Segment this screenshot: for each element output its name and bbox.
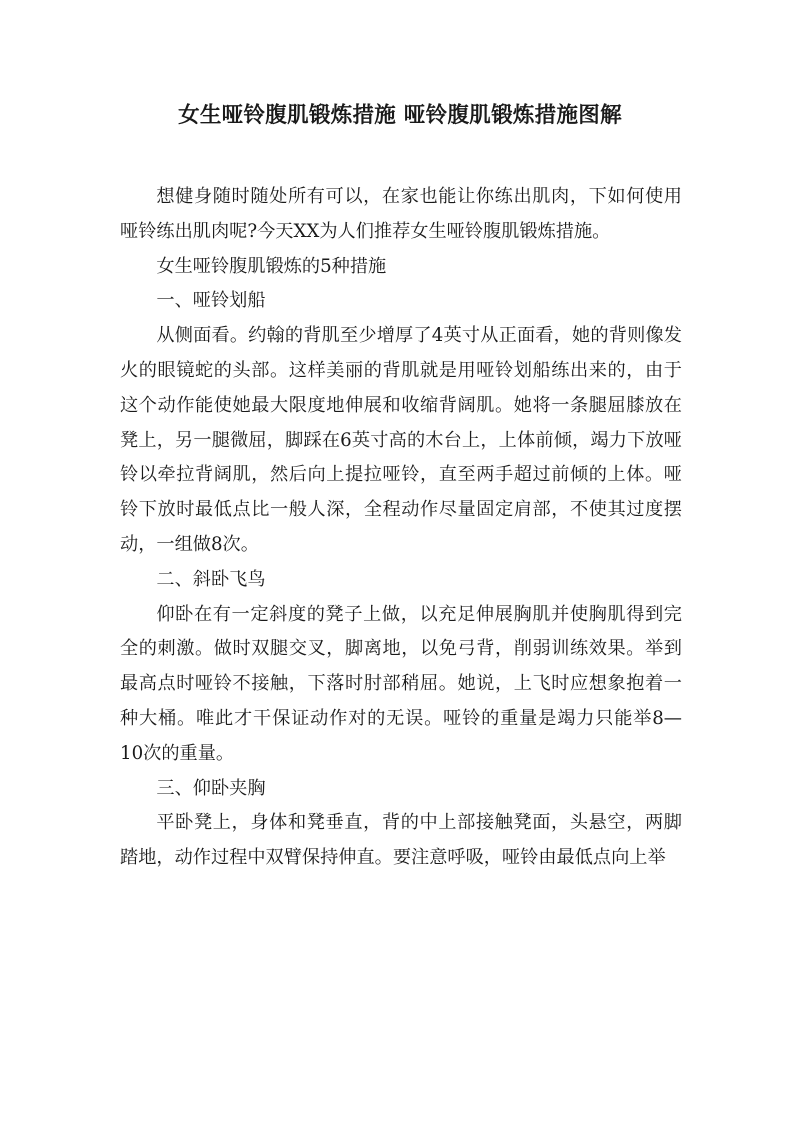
subsection-heading-rowing: 一、哑铃划船 bbox=[156, 290, 266, 312]
rowing-paragraph: 从侧面看。约翰的背肌至少增厚了4英寸从正面看，她的背则像发火的眼镜蛇的头部。这样美丽的背肌就是用哑铃划船练出来的，由于这个动作能使她最大限度地伸展和收缩背阔肌。她将一条腿屈膝放在凳上，另一腿微屈，脚踩在6英寸高的木台上，上体前倾，竭力下放哑铃以牵拉背阔肌，然后向上提拉哑铃，直至两手超过前倾的上体。哑铃下放时最低点比一般人深，全程动作尽量固定肩部，不使其过度摆动，一组做8次。 bbox=[120, 325, 682, 555]
subsection-heading-incline-fly: 二、斜卧飞鸟 bbox=[156, 568, 266, 590]
document-title: 女生哑铃腹肌锻炼措施 哑铃腹肌锻炼措施图解 bbox=[178, 103, 622, 128]
section-heading: 女生哑铃腹肌锻炼的5种措施 bbox=[156, 255, 387, 277]
document-body bbox=[120, 180, 682, 876]
subsection-heading-chest-squeeze: 三、仰卧夹胸 bbox=[156, 777, 266, 799]
chest-squeeze-paragraph: 平卧凳上，身体和凳垂直，背的中上部接触凳面，头悬空，两脚踏地，动作过程中双臂保持伸直。要注意呼吸，哑铃由最低点向上举 bbox=[120, 812, 682, 869]
incline-fly-paragraph: 仰卧在有一定斜度的凳子上做，以充足伸展胸肌并使胸肌得到完全的刺激。做时双腿交叉，脚离地，以免弓背，削弱训练效果。举到最高点时哑铃不接触，下落时肘部稍屈。她说，上飞时应想象抱着一种大桶。唯此才干保证动作对的无误。哑铃的重量是竭力只能举8—10次的重量。 bbox=[120, 603, 682, 764]
intro-paragraph: 想健身随时随处所有可以，在家也能让你练出肌肉，下如何使用哑铃练出肌肉呢?今天XX为人们推荐女生哑铃腹肌锻炼措施。 bbox=[120, 186, 682, 242]
